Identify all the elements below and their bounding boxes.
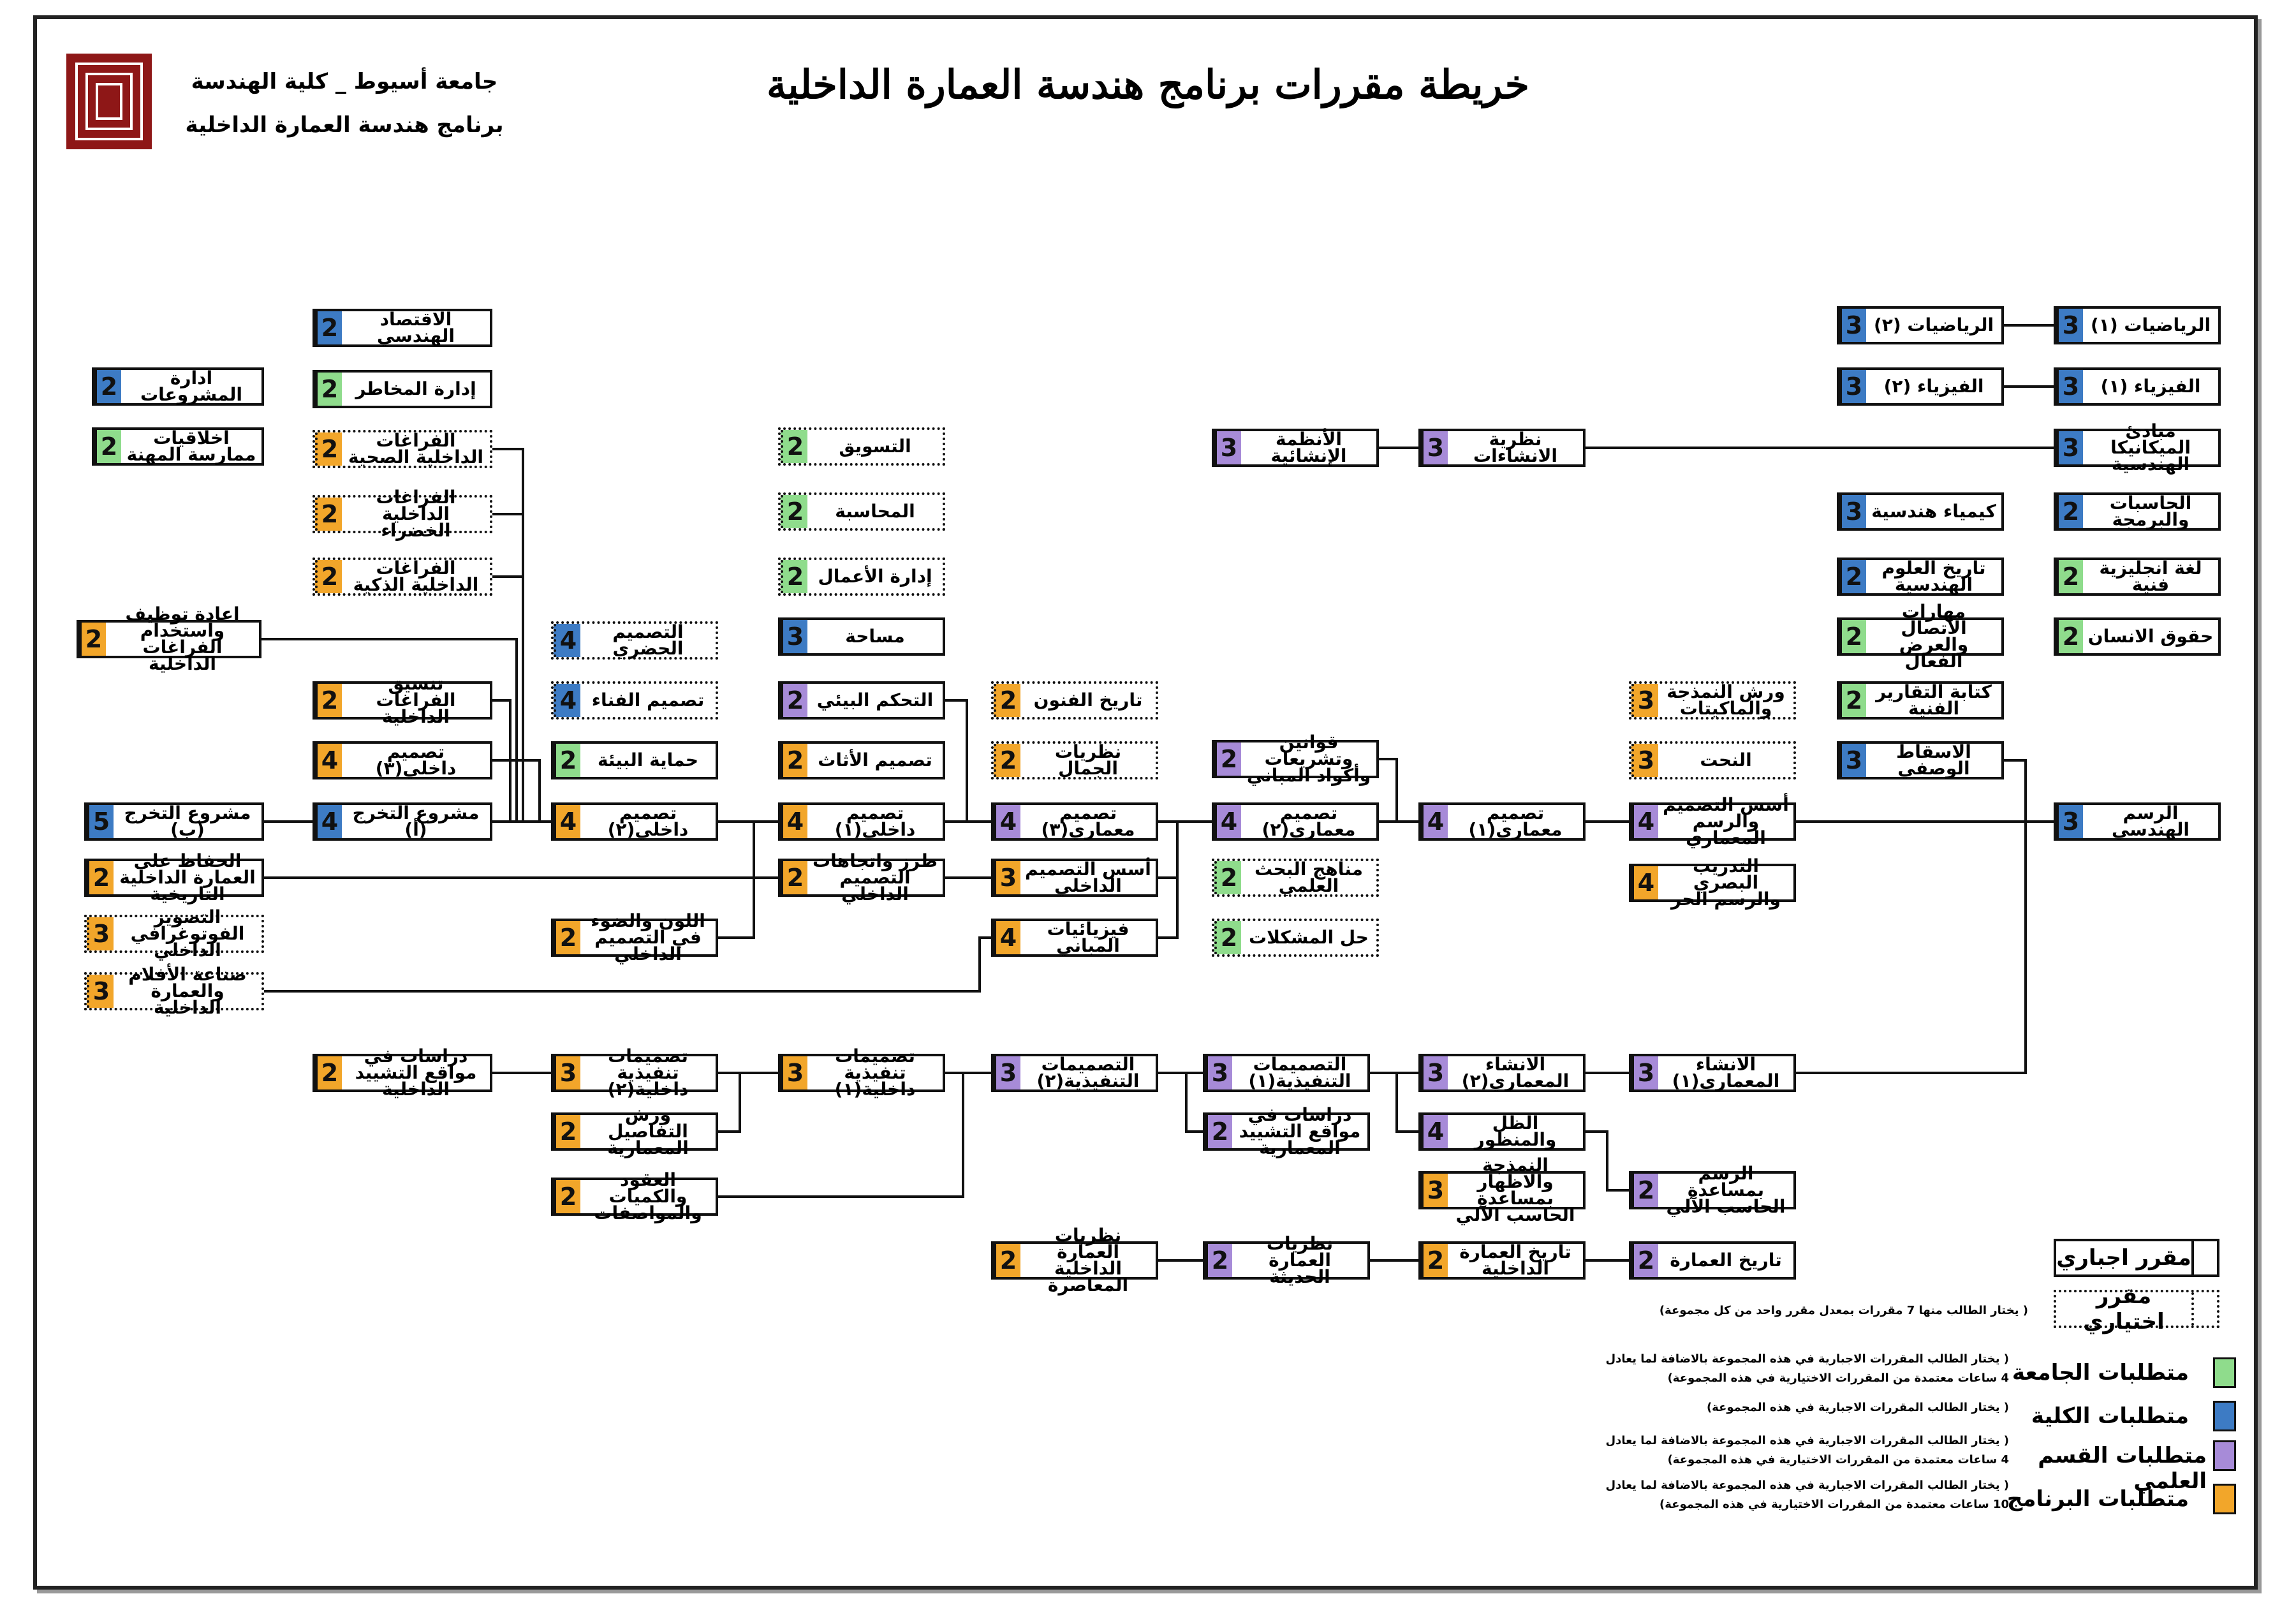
- course-title: الفيزياء (٢): [1883, 376, 1984, 397]
- course-title: التصميم الحضري: [612, 621, 684, 659]
- course-title: تصميم معماري(٣): [1041, 802, 1135, 840]
- course-credits: 4: [994, 805, 1020, 838]
- course-credits: 2: [315, 684, 342, 717]
- course-title: إدارة الأعمال: [818, 566, 932, 587]
- course-credits: 4: [1421, 1115, 1448, 1148]
- course-title: نظريات الجمال: [1054, 741, 1122, 779]
- course-c73: [1418, 1241, 1586, 1280]
- course-credits: 2: [315, 498, 342, 531]
- course-c38: [991, 919, 1158, 957]
- course-c41: [551, 681, 718, 720]
- course-credits: 4: [781, 805, 807, 838]
- course-c69: [551, 1169, 718, 1223]
- course-credits: 2: [94, 370, 121, 403]
- course-title: مهارات الاتصال والعرض الفعال: [1899, 601, 1969, 672]
- course-title: تصميمات تنفيذية داخلية(٢): [607, 1045, 689, 1100]
- course-credits: 3: [1205, 1056, 1232, 1089]
- course-credits: 2: [94, 430, 121, 463]
- course-c45: [313, 370, 492, 408]
- course-c14: [1837, 681, 2004, 720]
- course-title: الفراغات الداخلية الخضراء: [376, 487, 456, 541]
- course-credits: 2: [1839, 560, 1866, 593]
- course-credits: 3: [87, 917, 114, 950]
- course-credits: 2: [554, 1180, 580, 1213]
- course-c24: [1212, 859, 1379, 897]
- course-c07: [1212, 429, 1379, 467]
- course-c52: [313, 673, 492, 727]
- course-credits: 3: [1421, 1174, 1448, 1207]
- course-c64: [1203, 1054, 1370, 1092]
- course-c72: [1629, 1241, 1796, 1280]
- course-credits: 3: [2056, 370, 2083, 403]
- course-c48: [313, 430, 492, 468]
- course-title: الحاسبات والبرمجة: [2109, 492, 2192, 530]
- course-credits: 4: [1214, 805, 1241, 838]
- course-c25: [1212, 919, 1379, 957]
- course-c47: [92, 427, 264, 466]
- course-title: طرز واتجاهات التصميم الداخلي: [813, 850, 938, 905]
- course-c74: [1203, 1233, 1370, 1287]
- course-title: التصميمات التنفيذية(١): [1248, 1054, 1351, 1091]
- course-title: التدريب البصري والرسم الحر: [1671, 855, 1781, 910]
- course-title: الأنظمة الإنشائية: [1270, 429, 1347, 466]
- course-title: الرياضيات (١): [2090, 314, 2211, 336]
- course-credits: 2: [994, 1244, 1020, 1277]
- legend-dept-label: متطلبات القسم العلمي: [2038, 1443, 2207, 1494]
- course-c30: [778, 681, 945, 720]
- course-c33: [991, 741, 1158, 779]
- course-c31: [991, 681, 1158, 720]
- course-title: مبادئ الميكانيكا الهندسية: [2110, 420, 2191, 475]
- course-c57: [84, 906, 264, 961]
- course-credits: 3: [1839, 495, 1866, 528]
- course-title: تصميم معماري(٢): [1262, 802, 1356, 840]
- course-c20: [1629, 855, 1796, 910]
- course-credits: 2: [87, 861, 114, 894]
- course-credits: 2: [1214, 742, 1241, 776]
- legend-program-note2: 10 ساعات معتمدة من المقررات الاختيارية في هذه المجموعة): [1659, 1498, 2009, 1511]
- connector-c62-c61: [1586, 1132, 1629, 1190]
- course-c65: [1203, 1104, 1370, 1158]
- university-name: جامعة أسيوط _ كلية الهندسة: [191, 69, 498, 94]
- course-credits: 3: [2056, 805, 2083, 838]
- course-credits: 2: [1631, 1244, 1658, 1277]
- course-credits: 2: [1205, 1115, 1232, 1148]
- legend-mandatory: [2054, 1239, 2219, 1277]
- course-credits: 2: [315, 373, 342, 406]
- course-credits: 2: [79, 623, 106, 656]
- course-credits: 2: [781, 744, 807, 777]
- course-title: تصميم الأثاث: [818, 750, 932, 771]
- course-credits: 3: [994, 1056, 1020, 1089]
- legend-university-swatch: [2213, 1357, 2236, 1388]
- course-c59: [1629, 1054, 1796, 1092]
- course-title: ورش التفاصيل المعمارية: [607, 1104, 689, 1158]
- course-title: تاريخ الفنون: [1033, 690, 1143, 711]
- legend-faculty-label: متطلبات الكلية: [2031, 1403, 2189, 1429]
- course-credits: 2: [315, 1056, 342, 1089]
- course-c09: [2054, 492, 2221, 531]
- course-c01: [2054, 306, 2221, 344]
- course-title: تصميم داخلي(٢): [607, 802, 689, 840]
- course-title: حماية البيئة: [597, 750, 699, 771]
- course-c46: [92, 367, 264, 406]
- course-c62: [1629, 1163, 1796, 1217]
- course-c21: [1418, 802, 1586, 841]
- course-title: ورش النمذجة والماكيتات: [1667, 681, 1785, 719]
- course-credits: 2: [781, 560, 807, 593]
- course-title: الرياضيات (٢): [1873, 314, 1994, 336]
- course-credits: 2: [2056, 495, 2083, 528]
- course-credits: 2: [781, 495, 807, 528]
- legend-elective-label: مقرر اختياري: [2083, 1283, 2165, 1334]
- program-name: برنامج هندسة العمارة الداخلية: [185, 112, 504, 138]
- course-c55: [84, 802, 264, 841]
- course-credits: 3: [994, 861, 1020, 894]
- course-credits: 4: [1631, 866, 1658, 899]
- course-title: التصميمات التنفيذية(٢): [1036, 1054, 1140, 1091]
- course-title: أسس التصميم والرسم المعماري: [1663, 794, 1789, 848]
- legend-program-note1: ( يختار الطالب المقررات الاجبارية في هذه المجموعة بالاضافة لما يعادل: [1605, 1479, 2009, 1492]
- course-title: العقود والكميات والمواصفات: [594, 1169, 702, 1223]
- course-title: الظل والمنظور: [1474, 1112, 1557, 1150]
- legend-mandatory-label: مقرر اجباري: [2056, 1245, 2191, 1271]
- course-credits: 4: [554, 805, 580, 838]
- course-title: نظرية الانشاءات: [1473, 429, 1557, 466]
- course-credits: 3: [1421, 431, 1448, 464]
- course-credits: 2: [1631, 1174, 1658, 1207]
- course-credits: 4: [1631, 805, 1658, 838]
- course-c12: [1837, 601, 2004, 672]
- course-title: التسويق: [839, 436, 911, 457]
- course-c22: [1212, 732, 1379, 786]
- course-credits: 4: [554, 684, 580, 717]
- course-c10: [1837, 558, 2004, 596]
- course-title: تاريخ العمارة الداخلية: [1459, 1241, 1571, 1279]
- course-title: مناهج البحث العلمي: [1255, 859, 1363, 896]
- course-title: إدارة المخاطر: [355, 378, 476, 399]
- course-title: ادارة المشروعات: [140, 367, 242, 405]
- course-credits: 2: [1214, 861, 1241, 894]
- course-credits: 3: [1631, 684, 1658, 717]
- course-c49: [313, 487, 492, 541]
- course-credits: 4: [315, 744, 342, 777]
- course-credits: 4: [315, 805, 342, 838]
- course-title: التصوير الفوتوغرافي الداخلي: [130, 906, 245, 961]
- course-c17: [1629, 681, 1796, 720]
- legend-faculty-note: ( يختار الطالب المقررات الاجبارية في هذه المجموعة): [1706, 1401, 2009, 1414]
- course-c37: [991, 859, 1158, 897]
- course-credits: 2: [1214, 921, 1241, 954]
- course-c18: [1629, 741, 1796, 779]
- course-c19: [1629, 794, 1796, 848]
- course-c27: [778, 492, 945, 531]
- course-c43: [551, 802, 718, 841]
- legend-university-note1: ( يختار الطالب المقررات الاجبارية في هذه المجموعة بالاضافة لما يعادل: [1605, 1352, 2009, 1366]
- legend-faculty-swatch: [2213, 1401, 2236, 1431]
- course-c66: [991, 1054, 1158, 1092]
- course-title: دراسات في مواقع التشييد المعمارية: [1239, 1104, 1361, 1158]
- course-title: الانشاء المعماري(٢): [1461, 1054, 1570, 1091]
- course-c60: [1418, 1054, 1586, 1092]
- course-title: نظريات العمارة الحديثة: [1266, 1233, 1334, 1287]
- course-title: تصميم داخلي(١): [834, 802, 916, 840]
- course-title: اللون والضوء في التصميم الداخلي: [591, 910, 705, 964]
- course-title: الفراغات الداخلية الصحية: [348, 430, 483, 468]
- course-credits: 2: [781, 684, 807, 717]
- legend-university-note2: 4 ساعات معتمدة من المقررات الاختيارية في هذه المجموعة): [1667, 1371, 2009, 1385]
- course-c32: [778, 741, 945, 779]
- course-title: نظريات العمارة الداخلية المعاصرة: [1047, 1225, 1129, 1296]
- course-title: كيمياء هندسية: [1871, 501, 1996, 522]
- course-c51: [77, 603, 261, 674]
- course-c50: [313, 558, 492, 596]
- course-credits: 5: [87, 805, 114, 838]
- course-title: الرسم بمساعدة الحاسب الآلي: [1666, 1163, 1786, 1217]
- course-credits: 3: [2056, 309, 2083, 342]
- connector-c16-c59: [1796, 822, 2054, 1073]
- legend-program-swatch: [2213, 1484, 2236, 1514]
- course-credits: 2: [554, 1115, 580, 1148]
- page-title: خريطة مقررات برنامج هندسة العمارة الداخلية: [767, 61, 1529, 108]
- course-title: تصميم الفناء: [591, 690, 705, 711]
- course-title: لغة انجليزية فنية: [2099, 558, 2202, 595]
- course-title: الحفاظ على العمارة الداخلية التاريخية: [119, 850, 256, 905]
- course-credits: 3: [1631, 1056, 1658, 1089]
- course-credits: 3: [1839, 370, 1866, 403]
- course-c70: [551, 1045, 718, 1100]
- course-title: تصميم معماري(١): [1468, 802, 1563, 840]
- course-credits: 3: [1631, 744, 1658, 777]
- course-c61: [1418, 1112, 1586, 1151]
- course-credits: 3: [1421, 1056, 1448, 1089]
- course-title: الفيزياء (١): [2100, 376, 2201, 397]
- course-credits: 2: [554, 921, 580, 954]
- course-c58: [84, 964, 264, 1018]
- course-title: الانشاء المعماري(١): [1672, 1054, 1780, 1091]
- course-title: الاقتصاد الهندسي: [376, 309, 455, 346]
- course-c53: [313, 741, 492, 779]
- course-title: المحاسبة: [835, 501, 915, 522]
- course-c36: [778, 850, 945, 905]
- course-c13: [2054, 617, 2221, 656]
- course-title: الرسم الهندسي: [2111, 802, 2190, 840]
- course-c23: [1212, 802, 1379, 841]
- course-c67: [778, 1045, 945, 1100]
- course-title: التحكم البيئي: [816, 690, 934, 711]
- course-credits: 4: [994, 921, 1020, 954]
- course-c63: [1418, 1155, 1586, 1225]
- course-credits: 2: [2056, 620, 2083, 653]
- course-title: مشروع التخرج (ب): [124, 802, 251, 840]
- course-credits: 2: [2056, 560, 2083, 593]
- course-title: اخلاقيات ممارسة المهنة: [126, 427, 256, 465]
- course-title: النحت: [1700, 750, 1752, 771]
- course-c34: [778, 802, 945, 841]
- legend-elective: [2054, 1283, 2219, 1334]
- course-c15: [1837, 741, 2004, 779]
- legend-dept-note2: 4 ساعات معتمدة من المقررات الاختيارية في هذه المجموعة): [1667, 1453, 2009, 1466]
- course-credits: 2: [994, 684, 1020, 717]
- course-c56: [84, 850, 264, 905]
- course-title: الاسقاط الوصفي: [1896, 741, 1971, 779]
- course-c03: [2054, 367, 2221, 406]
- course-c39: [551, 910, 718, 964]
- course-credits: 4: [1421, 805, 1448, 838]
- course-credits: 3: [1214, 431, 1241, 464]
- course-title: تنسيق الفراغات الداخلية: [376, 673, 456, 727]
- course-title: تصميم داخلي(٣): [375, 741, 457, 779]
- course-title: أسس التصميم الداخلي: [1025, 859, 1151, 896]
- course-c06: [1418, 429, 1586, 467]
- course-credits: 2: [994, 744, 1020, 777]
- course-c11: [2054, 558, 2221, 596]
- course-credits: 3: [1839, 309, 1866, 342]
- course-credits: 2: [781, 430, 807, 463]
- course-c29: [778, 617, 945, 656]
- course-title: كتابة التقارير الفنية: [1876, 681, 1992, 719]
- course-title: صناعة الأفلام والعمارة الداخلية: [128, 964, 247, 1018]
- course-title: مشروع التخرج (أ): [352, 802, 480, 840]
- legend-dept-swatch: [2213, 1440, 2236, 1471]
- course-credits: 3: [2056, 431, 2083, 464]
- course-credits: 2: [554, 744, 580, 777]
- course-credits: 2: [315, 432, 342, 466]
- course-title: تصميمات تنفيذية داخلية(١): [834, 1045, 916, 1100]
- course-credits: 3: [781, 620, 807, 653]
- course-c40: [551, 621, 718, 660]
- course-c16: [2054, 802, 2221, 841]
- course-credits: 2: [315, 560, 342, 593]
- course-credits: 2: [1839, 684, 1866, 717]
- course-c54: [313, 802, 492, 841]
- course-c04: [1837, 367, 2004, 406]
- course-c05: [2054, 420, 2221, 475]
- course-title: حل المشكلات: [1249, 927, 1369, 948]
- course-c44: [313, 309, 492, 347]
- course-c08: [1837, 492, 2004, 531]
- course-title: حقوق الانسان: [2087, 626, 2214, 647]
- legend-university-label: متطلبات الجامعة: [2012, 1360, 2189, 1385]
- course-credits: 3: [1839, 744, 1866, 777]
- course-credits: 4: [554, 624, 580, 657]
- course-title: فيزيائيات المباني: [1047, 919, 1130, 956]
- course-title: دراسات في مواقع التشييد الداخلية: [355, 1045, 477, 1100]
- course-credits: 3: [87, 975, 114, 1008]
- course-credits: 2: [781, 861, 807, 894]
- course-c68: [551, 1104, 718, 1158]
- course-title: تاريخ العمارة: [1670, 1250, 1782, 1271]
- university-logo: [66, 54, 152, 149]
- course-title: النمذجة والاظهار بمساعدة الحاسب الآلي: [1455, 1155, 1575, 1225]
- legend-program-label: متطلبات البرنامج: [2006, 1486, 2189, 1512]
- course-c42: [551, 741, 718, 779]
- course-credits: 3: [554, 1056, 580, 1089]
- course-title: مساحة: [845, 626, 905, 647]
- course-title: الفراغات الداخلية الذكية: [353, 558, 479, 595]
- course-c28: [778, 558, 945, 596]
- course-c02: [1837, 306, 2004, 344]
- course-credits: 3: [781, 1056, 807, 1089]
- course-credits: 2: [1839, 620, 1866, 653]
- course-credits: 2: [1205, 1244, 1232, 1277]
- course-title: قوانين وتشريعات وأكواد المباني: [1246, 732, 1371, 786]
- course-c75: [991, 1225, 1158, 1296]
- legend-dept-note1: ( يختار الطالب المقررات الاجبارية في هذه المجموعة بالاضافة لما يعادل: [1605, 1434, 2009, 1447]
- course-title: اعادة توظيف واستخدام الفراغات الداخلية: [125, 603, 240, 674]
- course-c35: [991, 802, 1158, 841]
- course-credits: 2: [315, 311, 342, 344]
- legend-elective-note: ( يختار الطالب منها 7 مقررات بمعدل مقرر واحد من كل مجموعة): [1659, 1304, 2028, 1317]
- course-title: تاريخ العلوم الهندسية: [1881, 558, 1986, 595]
- course-c26: [778, 427, 945, 466]
- course-credits: 2: [1421, 1244, 1448, 1277]
- course-c71: [313, 1045, 492, 1100]
